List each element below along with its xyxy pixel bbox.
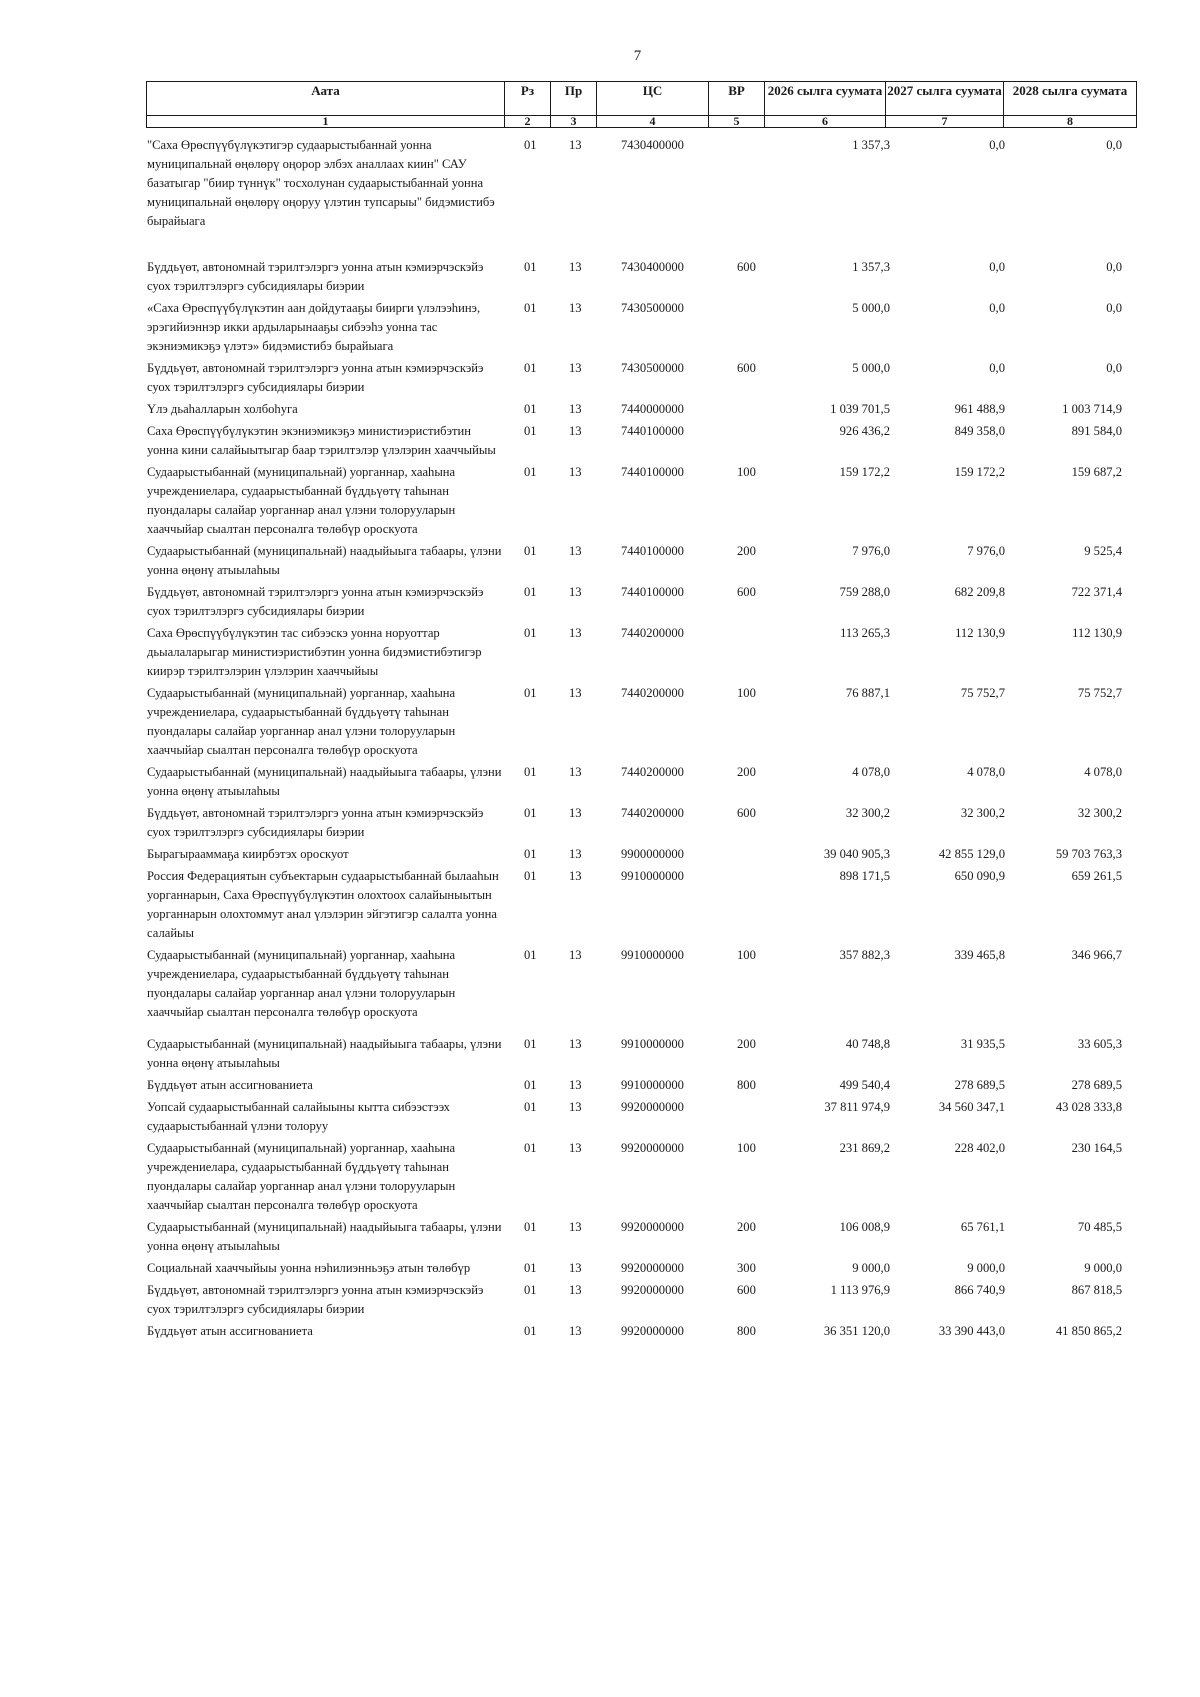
row-2027-sum: 228 402,0 [954, 1141, 1005, 1155]
row-2028-sum: 346 966,7 [1071, 948, 1122, 962]
row-vr: 200 [737, 765, 756, 779]
row-2028-sum: 41 850 865,2 [1055, 1324, 1122, 1338]
row-rz: 01 [524, 1037, 537, 1051]
row-vr: 800 [737, 1078, 756, 1092]
row-rz: 01 [524, 260, 537, 274]
row-2027-sum: 278 689,5 [954, 1078, 1005, 1092]
table-row [0, 400, 1200, 419]
row-cs: 9910000000 [621, 1078, 684, 1092]
row-name: Саха Өрөспүүбүлүкэтин экэниэмикэҕэ министиэристибэтин уонна кини салайыытыгар баар тэрилтэлэр үлэлэрин хааччыйыы [147, 424, 496, 457]
row-name: Бүддьүөт, автономнай тэрилтэлэргэ уонна атын кэмиэрчэскэйэ суох тэрилтэлэргэ субсидиялары биэрии [147, 585, 484, 618]
table-row [0, 804, 1200, 842]
row-cs: 9920000000 [621, 1100, 684, 1114]
row-2027-sum: 682 209,8 [954, 585, 1005, 599]
row-cs: 7440200000 [621, 806, 684, 820]
row-2026-sum: 32 300,2 [845, 806, 890, 820]
row-2026-sum: 106 008,9 [839, 1220, 890, 1234]
row-2028-sum: 0,0 [1106, 260, 1122, 274]
row-pr: 13 [569, 765, 582, 779]
row-2027-sum: 0,0 [989, 301, 1005, 315]
row-rz: 01 [524, 806, 537, 820]
row-2026-sum: 499 540,4 [839, 1078, 890, 1092]
row-2026-sum: 759 288,0 [839, 585, 890, 599]
row-2027-sum: 4 078,0 [967, 765, 1005, 779]
table-row [0, 763, 1200, 801]
table-row [0, 1035, 1200, 1073]
row-cs: 7440100000 [621, 585, 684, 599]
table-header [146, 81, 1137, 128]
row-2026-sum: 5 000,0 [852, 301, 890, 315]
row-rz: 01 [524, 1078, 537, 1092]
row-name: Судаарыстыбаннай (муниципальнай) наадыйыыга табаары, үлэни уонна өңөнү атыылаһыы [147, 1220, 502, 1253]
row-rz: 01 [524, 361, 537, 375]
row-2028-sum: 891 584,0 [1071, 424, 1122, 438]
table-row [0, 463, 1200, 539]
row-pr: 13 [569, 1283, 582, 1297]
table-row [0, 1076, 1200, 1095]
row-vr: 100 [737, 465, 756, 479]
table-row [0, 1098, 1200, 1136]
row-pr: 13 [569, 544, 582, 558]
row-2026-sum: 898 171,5 [839, 869, 890, 883]
col-header-cs: ЦС [597, 82, 709, 116]
row-2026-sum: 159 172,2 [839, 465, 890, 479]
row-rz: 01 [524, 138, 537, 152]
row-2028-sum: 9 525,4 [1084, 544, 1122, 558]
row-vr: 100 [737, 686, 756, 700]
row-2026-sum: 4 078,0 [852, 765, 890, 779]
row-name: Саха Өрөспүүбүлүкэтин тас сибээскэ уонна норуоттар дьыалаларыгар министиэристибэтин уонна бидэмистибэтигэр киирэр тэрилтэлэрин үлэлэрин хааччыйыы [147, 626, 482, 678]
row-vr: 600 [737, 361, 756, 375]
table-row [0, 583, 1200, 621]
row-cs: 7430400000 [621, 138, 684, 152]
row-2026-sum: 40 748,8 [845, 1037, 890, 1051]
row-pr: 13 [569, 1078, 582, 1092]
row-vr: 100 [737, 948, 756, 962]
row-2026-sum: 1 113 976,9 [830, 1283, 890, 1297]
row-vr: 600 [737, 806, 756, 820]
row-rz: 01 [524, 465, 537, 479]
row-2028-sum: 43 028 333,8 [1055, 1100, 1122, 1114]
table-row [0, 422, 1200, 460]
row-cs: 9900000000 [621, 847, 684, 861]
row-name: "Саха Өрөспүүбүлүкэтигэр судаарыстыбаннай уонна муниципальнай өңөлөрү оңорор элбэх аналлаах киин" САУ базатыгар "биир түннүк" тосхолунан судаарыстыбаннай уонна муниципальнай өңөлөрү оңоруу үлэтин тупсарыы" бидэмистибэ бырайыага [147, 138, 495, 228]
table-row [0, 1139, 1200, 1215]
table-row [0, 542, 1200, 580]
row-vr: 100 [737, 1141, 756, 1155]
row-2028-sum: 0,0 [1106, 301, 1122, 315]
row-2028-sum: 722 371,4 [1071, 585, 1122, 599]
row-pr: 13 [569, 260, 582, 274]
row-name: Бүддьүөт, автономнай тэрилтэлэргэ уонна атын кэмиэрчэскэйэ суох тэрилтэлэргэ субсидиялары биэрии [147, 361, 484, 394]
row-2027-sum: 33 390 443,0 [938, 1324, 1005, 1338]
row-rz: 01 [524, 1100, 537, 1114]
row-rz: 01 [524, 1141, 537, 1155]
row-2026-sum: 1 357,3 [852, 260, 890, 274]
row-rz: 01 [524, 544, 537, 558]
row-name: Судаарыстыбаннай (муниципальнай) уорганнар, хааһына учреждениелара, судаарыстыбаннай бүддьүөтү таһынан пуондалары салайар уорганнар анал үлэни толорууларын хааччыйар сыалтан персоналга төлөбүр ороскуота [147, 1141, 456, 1212]
col-header-name: Аата [147, 82, 505, 116]
col-number: 3 [551, 116, 597, 128]
row-cs: 7440100000 [621, 424, 684, 438]
row-cs: 9920000000 [621, 1141, 684, 1155]
table-row [0, 684, 1200, 760]
row-2027-sum: 0,0 [989, 260, 1005, 274]
col-number: 6 [765, 116, 886, 128]
row-pr: 13 [569, 361, 582, 375]
row-name: Бүддьүөт атын ассигнованиета [147, 1078, 313, 1092]
table-row [0, 299, 1200, 356]
row-name: Судаарыстыбаннай (муниципальнай) уорганнар, хааһына учреждениелара, судаарыстыбаннай бүддьүөтү таһынан пуондалары салайар уорганнар анал үлэни толорууларын хааччыйар сыалтан персоналга төлөбүр ороскуота [147, 465, 456, 536]
row-2026-sum: 37 811 974,9 [824, 1100, 890, 1114]
row-2028-sum: 0,0 [1106, 361, 1122, 375]
row-2027-sum: 0,0 [989, 361, 1005, 375]
row-2026-sum: 1 039 701,5 [830, 402, 890, 416]
col-header-2026: 2026 сылга суумата [765, 82, 886, 116]
row-cs: 9910000000 [621, 1037, 684, 1051]
table-row [0, 867, 1200, 943]
row-name: Судаарыстыбаннай (муниципальнай) наадыйыыга табаары, үлэни уонна өңөнү атыылаһыы [147, 1037, 502, 1070]
row-rz: 01 [524, 1261, 537, 1275]
budget-table-body [0, 136, 1200, 1341]
row-vr: 600 [737, 260, 756, 274]
row-2027-sum: 42 855 129,0 [938, 847, 1005, 861]
row-vr: 200 [737, 1220, 756, 1234]
row-2028-sum: 1 003 714,9 [1062, 402, 1122, 416]
row-2028-sum: 0,0 [1106, 138, 1122, 152]
row-pr: 13 [569, 585, 582, 599]
row-name: Россия Федерациятын субъектарын судаарыстыбаннай былааһын уорганнарын, Саха Өрөспүүбүлүкэтин олохтоох салайыныытын уорганнарын олохтоммут анал үлэлэрин эйгэтигэр салалта уонна салайыы [147, 869, 499, 940]
row-rz: 01 [524, 686, 537, 700]
row-pr: 13 [569, 465, 582, 479]
col-header-rz: Рз [505, 82, 551, 116]
row-name: Үлэ дьаһалларын холбоһуга [147, 402, 298, 416]
row-pr: 13 [569, 1261, 582, 1275]
col-number: 5 [709, 116, 765, 128]
row-pr: 13 [569, 138, 582, 152]
row-2028-sum: 230 164,5 [1071, 1141, 1122, 1155]
row-2027-sum: 65 761,1 [960, 1220, 1005, 1234]
row-pr: 13 [569, 1324, 582, 1338]
row-pr: 13 [569, 301, 582, 315]
row-2028-sum: 867 818,5 [1071, 1283, 1122, 1297]
row-cs: 7440100000 [621, 544, 684, 558]
row-2027-sum: 9 000,0 [967, 1261, 1005, 1275]
row-pr: 13 [569, 948, 582, 962]
col-header-2028: 2028 сылга суумата [1004, 82, 1137, 116]
row-name: Социальнай хааччыйыы уонна нэһилиэнньэҕэ атын төлөбүр [147, 1261, 471, 1275]
row-2028-sum: 4 078,0 [1084, 765, 1122, 779]
row-2026-sum: 39 040 905,3 [823, 847, 890, 861]
row-2027-sum: 866 740,9 [954, 1283, 1005, 1297]
row-2027-sum: 32 300,2 [960, 806, 1005, 820]
row-cs: 7430400000 [621, 260, 684, 274]
row-vr: 200 [737, 1037, 756, 1051]
table-row [0, 845, 1200, 864]
row-2026-sum: 5 000,0 [852, 361, 890, 375]
row-name: Судаарыстыбаннай (муниципальнай) наадыйыыга табаары, үлэни уонна өңөнү атыылаһыы [147, 765, 502, 798]
row-name: Судаарыстыбаннай (муниципальнай) наадыйыыга табаары, үлэни уонна өңөнү атыылаһыы [147, 544, 502, 577]
row-cs: 7440200000 [621, 626, 684, 640]
row-2026-sum: 113 265,3 [840, 626, 890, 640]
table-row [0, 624, 1200, 681]
row-2028-sum: 112 130,9 [1072, 626, 1122, 640]
row-rz: 01 [524, 948, 537, 962]
row-rz: 01 [524, 1324, 537, 1338]
row-2026-sum: 926 436,2 [839, 424, 890, 438]
row-cs: 9920000000 [621, 1324, 684, 1338]
row-rz: 01 [524, 301, 537, 315]
row-cs: 7440100000 [621, 465, 684, 479]
row-pr: 13 [569, 869, 582, 883]
row-2028-sum: 278 689,5 [1071, 1078, 1122, 1092]
row-name: Судаарыстыбаннай (муниципальнай) уорганнар, хааһына учреждениелара, судаарыстыбаннай бүддьүөтү таһынан пуондалары салайар уорганнар анал үлэни толорууларын хааччыйар сыалтан персоналга төлөбүр ороскуота [147, 948, 456, 1019]
row-cs: 9920000000 [621, 1283, 684, 1297]
row-cs: 9910000000 [621, 869, 684, 883]
row-name: Бүддьүөт, автономнай тэрилтэлэргэ уонна атын кэмиэрчэскэйэ суох тэрилтэлэргэ субсидиялары биэрии [147, 806, 484, 839]
row-rz: 01 [524, 402, 537, 416]
col-number: 4 [597, 116, 709, 128]
row-rz: 01 [524, 765, 537, 779]
row-2026-sum: 357 882,3 [839, 948, 890, 962]
col-header-pr: Пр [551, 82, 597, 116]
table-row [0, 359, 1200, 397]
row-2028-sum: 75 752,7 [1077, 686, 1122, 700]
row-rz: 01 [524, 847, 537, 861]
table-row [0, 1322, 1200, 1341]
row-cs: 9910000000 [621, 948, 684, 962]
row-2027-sum: 650 090,9 [954, 869, 1005, 883]
row-2028-sum: 59 703 763,3 [1055, 847, 1122, 861]
row-vr: 600 [737, 1283, 756, 1297]
row-name: Судаарыстыбаннай (муниципальнай) уорганнар, хааһына учреждениелара, судаарыстыбаннай бүддьүөтү таһынан пуондалары салайар уорганнар анал үлэни толорууларын хааччыйар сыалтан персоналга төлөбүр ороскуота [147, 686, 456, 757]
page-number: 7 [633, 48, 642, 64]
row-pr: 13 [569, 626, 582, 640]
row-cs: 9920000000 [621, 1220, 684, 1234]
row-pr: 13 [569, 424, 582, 438]
row-pr: 13 [569, 1141, 582, 1155]
row-pr: 13 [569, 1220, 582, 1234]
row-2026-sum: 9 000,0 [852, 1261, 890, 1275]
row-name: Уопсай судаарыстыбаннай салайыыны кытта сибээстээх судаарыстыбаннай үлэни толоруу [147, 1100, 450, 1133]
col-number: 1 [147, 116, 505, 128]
row-2027-sum: 112 130,9 [955, 626, 1005, 640]
row-2026-sum: 76 887,1 [845, 686, 890, 700]
row-vr: 800 [737, 1324, 756, 1338]
row-2027-sum: 75 752,7 [960, 686, 1005, 700]
row-2027-sum: 31 935,5 [960, 1037, 1005, 1051]
row-vr: 300 [737, 1261, 756, 1275]
row-vr: 200 [737, 544, 756, 558]
row-vr: 600 [737, 585, 756, 599]
table-row [0, 1281, 1200, 1319]
row-2026-sum: 1 357,3 [852, 138, 890, 152]
row-2026-sum: 231 869,2 [839, 1141, 890, 1155]
row-pr: 13 [569, 402, 582, 416]
row-pr: 13 [569, 1100, 582, 1114]
table-row [0, 1259, 1200, 1278]
col-header-vr: ВР [709, 82, 765, 116]
row-name: «Саха Өрөспүүбүлүкэтин аан дойдутааҕы биирги үлэлээһинэ, эрэгийиэннэр икки ардыларынааҕы сибээһэ уонна тас экэниэмикэҕэ үлэтэ» бидэмистибэ бырайыага [147, 301, 481, 353]
row-2028-sum: 70 485,5 [1077, 1220, 1122, 1234]
row-rz: 01 [524, 626, 537, 640]
row-name: Бүддьүөт, автономнай тэрилтэлэргэ уонна атын кэмиэрчэскэйэ суох тэрилтэлэргэ субсидиялары биэрии [147, 1283, 484, 1316]
row-rz: 01 [524, 869, 537, 883]
row-2026-sum: 36 351 120,0 [823, 1324, 890, 1338]
row-rz: 01 [524, 1283, 537, 1297]
row-pr: 13 [569, 686, 582, 700]
table-row [0, 258, 1200, 296]
row-2027-sum: 0,0 [989, 138, 1005, 152]
row-cs: 7430500000 [621, 301, 684, 315]
row-name: Бүддьүөт, автономнай тэрилтэлэргэ уонна атын кэмиэрчэскэйэ суох тэрилтэлэргэ субсидиялары биэрии [147, 260, 484, 293]
row-2028-sum: 33 605,3 [1077, 1037, 1122, 1051]
row-2027-sum: 849 358,0 [954, 424, 1005, 438]
row-name: Бырагырааммаҕа киирбэтэх ороскуот [147, 847, 349, 861]
table-row [0, 1218, 1200, 1256]
row-cs: 7430500000 [621, 361, 684, 375]
row-2028-sum: 659 261,5 [1071, 869, 1122, 883]
row-pr: 13 [569, 806, 582, 820]
row-2028-sum: 159 687,2 [1071, 465, 1122, 479]
row-cs: 7440200000 [621, 686, 684, 700]
row-2026-sum: 7 976,0 [852, 544, 890, 558]
row-2028-sum: 9 000,0 [1084, 1261, 1122, 1275]
table-row [0, 946, 1200, 1022]
row-2028-sum: 32 300,2 [1077, 806, 1122, 820]
row-pr: 13 [569, 1037, 582, 1051]
col-number: 8 [1004, 116, 1137, 128]
row-2027-sum: 159 172,2 [954, 465, 1005, 479]
col-number: 7 [886, 116, 1004, 128]
row-2027-sum: 34 560 347,1 [938, 1100, 1005, 1114]
row-pr: 13 [569, 847, 582, 861]
row-cs: 7440000000 [621, 402, 684, 416]
table-row [0, 136, 1200, 231]
row-cs: 7440200000 [621, 765, 684, 779]
row-2027-sum: 7 976,0 [967, 544, 1005, 558]
row-rz: 01 [524, 585, 537, 599]
row-cs: 9920000000 [621, 1261, 684, 1275]
col-number: 2 [505, 116, 551, 128]
row-2027-sum: 339 465,8 [954, 948, 1005, 962]
col-header-2027: 2027 сылга суумата [886, 82, 1004, 116]
row-2027-sum: 961 488,9 [954, 402, 1005, 416]
row-rz: 01 [524, 424, 537, 438]
row-name: Бүддьүөт атын ассигнованиета [147, 1324, 313, 1338]
row-rz: 01 [524, 1220, 537, 1234]
